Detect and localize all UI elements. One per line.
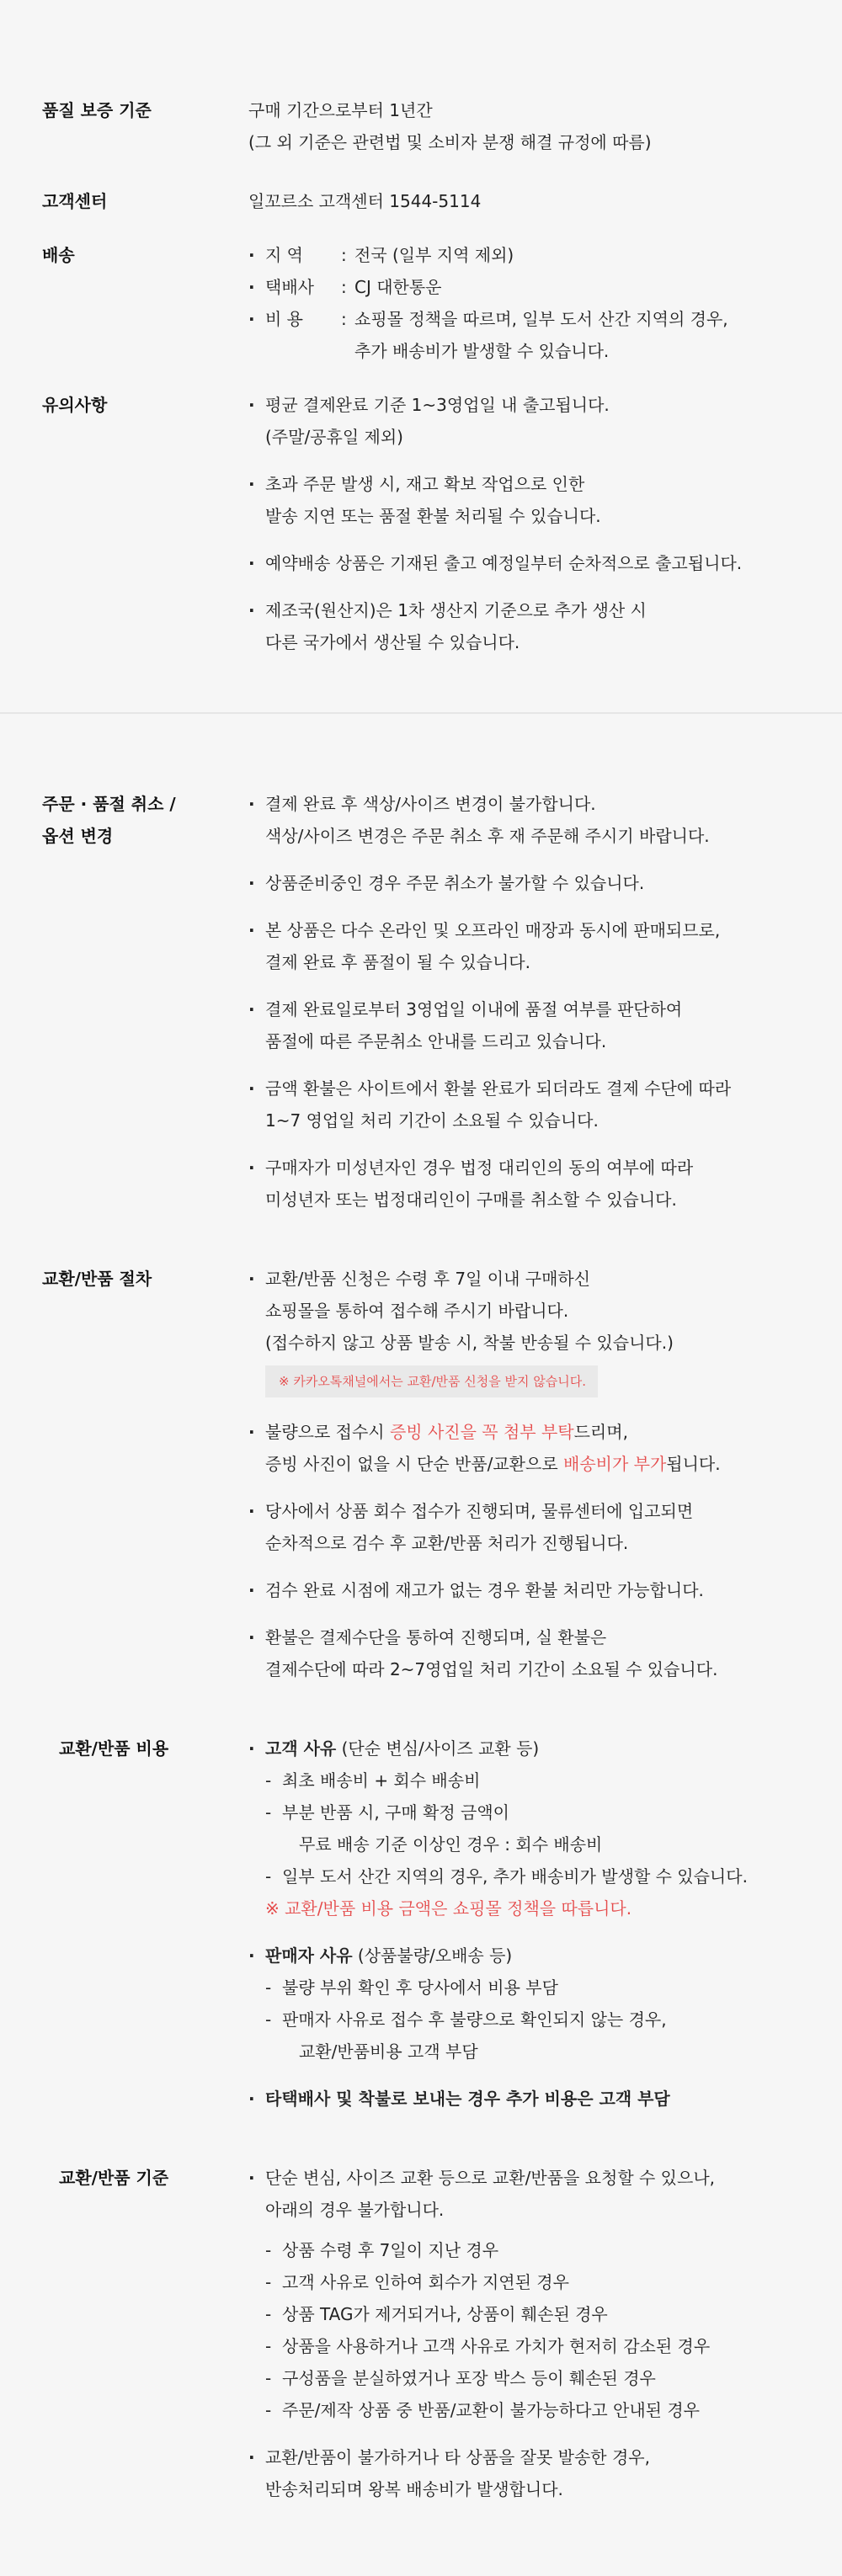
list-item: · 교환/반품이 불가하거나 타 상품을 잘못 발송한 경우, 반송처리되며 왕복 배송비가 발생합니다. bbox=[248, 2441, 800, 2505]
delivery-value: 전국 (일부 지역 제외) bbox=[354, 245, 514, 265]
list-item: · 검수 완료 시점에 재고가 없는 경우 환불 처리만 가능합니다. bbox=[248, 1574, 800, 1606]
return-criteria-label: 교환/반품 기준 bbox=[59, 2168, 169, 2188]
delivery-value: CJ 대한통운 bbox=[354, 277, 442, 297]
list-item: · 당사에서 상품 회수 접수가 진행되며, 물류센터에 입고되면 순차적으로 검수 후 교환/반품 처리가 진행됩니다. bbox=[248, 1495, 800, 1559]
return-cost-label: 교환/반품 비용 bbox=[59, 1738, 169, 1759]
delivery-list bbox=[248, 239, 800, 367]
customer-center-label: 고객센터 bbox=[42, 191, 108, 211]
delivery-key: · 택배사 bbox=[265, 277, 314, 297]
return-process-list bbox=[248, 1263, 800, 1685]
list-item: · 고객 사유 (단순 변심/사이즈 교환 등) - 최초 배송비 + 회수 배송비 - 부분 반품 시, 구매 확정 금액이 무료 배송 기준 이상인 경우 : 회수 배송비 - 일부 도서 산간 지역의 경우, 추가 배송비가 발생할 수 있습니다. ※ 교환/반품 비용 금액은 쇼핑몰 정책을 따릅니다. bbox=[248, 1732, 800, 1924]
list-item: · 단순 변심, 사이즈 교환 등으로 교환/반품을 요청할 수 있으나, 아래의 경우 불가합니다. - 상품 수령 후 7일이 지난 경우 - 고객 사유로 인하여 회수가 지연된 경우 - 상품 TAG가 제거되거나, 상품이 훼손된 경우 - 상품을 사용하거나 고객 사유로 가치가 현저히 감소된 경우 - 구성품을 분실하였거나 포장 박스 등이 훼손된 경우 - 주문/제작 상품 중 반품/교환이 불가능하다고 안내된 경우 bbox=[248, 2162, 800, 2426]
return-cost-row bbox=[42, 1732, 800, 2115]
customer-center-row bbox=[42, 185, 800, 217]
basic-info-section bbox=[0, 0, 842, 658]
delivery-row bbox=[42, 239, 800, 367]
list-item: · 초과 주문 발생 시, 재고 확보 작업으로 인한 발송 지연 또는 품절 환불 처리될 수 있습니다. bbox=[248, 468, 800, 532]
list-item: · 상품준비중인 경우 주문 취소가 불가할 수 있습니다. bbox=[248, 867, 800, 899]
delivery-value: 쇼핑몰 정책을 따르며, 일부 도서 산간 지역의 경우, bbox=[354, 309, 728, 329]
warranty-label: 품질 보증 기준 bbox=[42, 100, 152, 120]
cost-policy-note: ※ 교환/반품 비용 금액은 쇼핑몰 정책을 따릅니다. bbox=[265, 1898, 632, 1919]
list-item: · 금액 환불은 사이트에서 환불 완료가 되더라도 결제 수단에 따라 1~7 영업일 처리 기간이 소요될 수 있습니다. bbox=[248, 1072, 800, 1136]
return-criteria-list bbox=[248, 2162, 800, 2505]
kakao-notice-badge: ※ 카카오톡채널에서는 교환/반품 신청을 받지 않습니다. bbox=[265, 1365, 598, 1397]
list-item: · 택배사 : CJ 대한통운 bbox=[248, 271, 800, 303]
list-item: · 판매자 사유 (상품불량/오배송 등) - 불량 부위 확인 후 당사에서 비용 부담 - 판매자 사유로 접수 후 불량으로 확인되지 않는 경우, 교환/반품비용 고객 부담 bbox=[248, 1940, 800, 2068]
delivery-label: 배송 bbox=[42, 245, 75, 265]
notes-row bbox=[42, 389, 800, 658]
delivery-value-cont: 추가 배송비가 발생할 수 있습니다. bbox=[354, 341, 610, 361]
return-process-row bbox=[42, 1263, 800, 1685]
list-item: · 지 역 : 전국 (일부 지역 제외) bbox=[248, 239, 800, 271]
list-item: · 제조국(원산지)은 1차 생산지 기준으로 추가 생산 시 다른 국가에서 생산될 수 있습니다. bbox=[248, 594, 800, 658]
list-item: · 예약배송 상품은 기재된 출고 예정일부터 순차적으로 출고됩니다. bbox=[248, 547, 800, 579]
list-item: · 본 상품은 다수 온라인 및 오프라인 매장과 동시에 판매되므로, 결제 완료 후 품절이 될 수 있습니다. bbox=[248, 914, 800, 978]
list-item: · 구매자가 미성년자인 경우 법정 대리인의 동의 여부에 따라 미성년자 또는 법정대리인이 구매를 취소할 수 있습니다. bbox=[248, 1152, 800, 1216]
list-item: · 결제 완료일로부터 3영업일 이내에 품절 여부를 판단하여 품절에 따른 주문취소 안내를 드리고 있습니다. bbox=[248, 993, 800, 1057]
highlight-text: 증빙 사진을 꼭 첨부 부탁 bbox=[389, 1422, 574, 1442]
warranty-line2: (그 외 기준은 관련법 및 소비자 분쟁 해결 규정에 따름) bbox=[248, 132, 652, 152]
order-return-section bbox=[0, 714, 842, 2505]
list-item: · 평균 결제완료 기준 1~3영업일 내 출고됩니다. (주말/공휴일 제외) bbox=[248, 389, 800, 453]
order-cancel-row bbox=[42, 788, 800, 1216]
order-cancel-list bbox=[248, 788, 800, 1216]
notes-list bbox=[248, 389, 800, 658]
delivery-key: · 지 역 bbox=[265, 245, 303, 265]
return-cost-list bbox=[248, 1732, 800, 2115]
list-item: · 결제 완료 후 색상/사이즈 변경이 불가합니다. 색상/사이즈 변경은 주문 취소 후 재 주문해 주시기 바랍니다. bbox=[248, 788, 800, 852]
list-item: · 환불은 결제수단을 통하여 진행되며, 실 환불은 결제수단에 따라 2~7영업일 처리 기간이 소요될 수 있습니다. bbox=[248, 1621, 800, 1685]
return-process-label: 교환/반품 절차 bbox=[42, 1269, 152, 1289]
list-item: · 타택배사 및 착불로 보내는 경우 추가 비용은 고객 부담 bbox=[248, 2083, 800, 2115]
warranty-row bbox=[42, 94, 800, 158]
list-item: · 불량으로 접수시 증빙 사진을 꼭 첨부 부탁드리며, 증빙 사진이 없을 시 단순 반품/교환으로 배송비가 부가됩니다. bbox=[248, 1416, 800, 1480]
notes-label: 유의사항 bbox=[42, 395, 108, 415]
list-item: · 교환/반품 신청은 수령 후 7일 이내 구매하신 쇼핑몰을 통하여 접수해 주시기 바랍니다. (접수하지 않고 상품 발송 시, 착불 반송될 수 있습니다.) ※ 카카오톡채널에서는 교환/반품 신청을 받지 않습니다. bbox=[248, 1263, 800, 1401]
delivery-key: · 비 용 bbox=[265, 309, 303, 329]
list-item: · 비 용 : 쇼핑몰 정책을 따르며, 일부 도서 산간 지역의 경우, 추가 배송비가 발생할 수 있습니다. bbox=[248, 303, 800, 367]
highlight-text: 배송비가 부가 bbox=[563, 1454, 667, 1474]
return-criteria-row bbox=[42, 2162, 800, 2505]
customer-center-text: 일꼬르소 고객센터 1544-5114 bbox=[248, 191, 482, 211]
warranty-line1: 구매 기간으로부터 1년간 bbox=[248, 100, 433, 120]
order-cancel-label: 주문 · 품절 취소 / 옵션 변경 bbox=[42, 794, 176, 846]
